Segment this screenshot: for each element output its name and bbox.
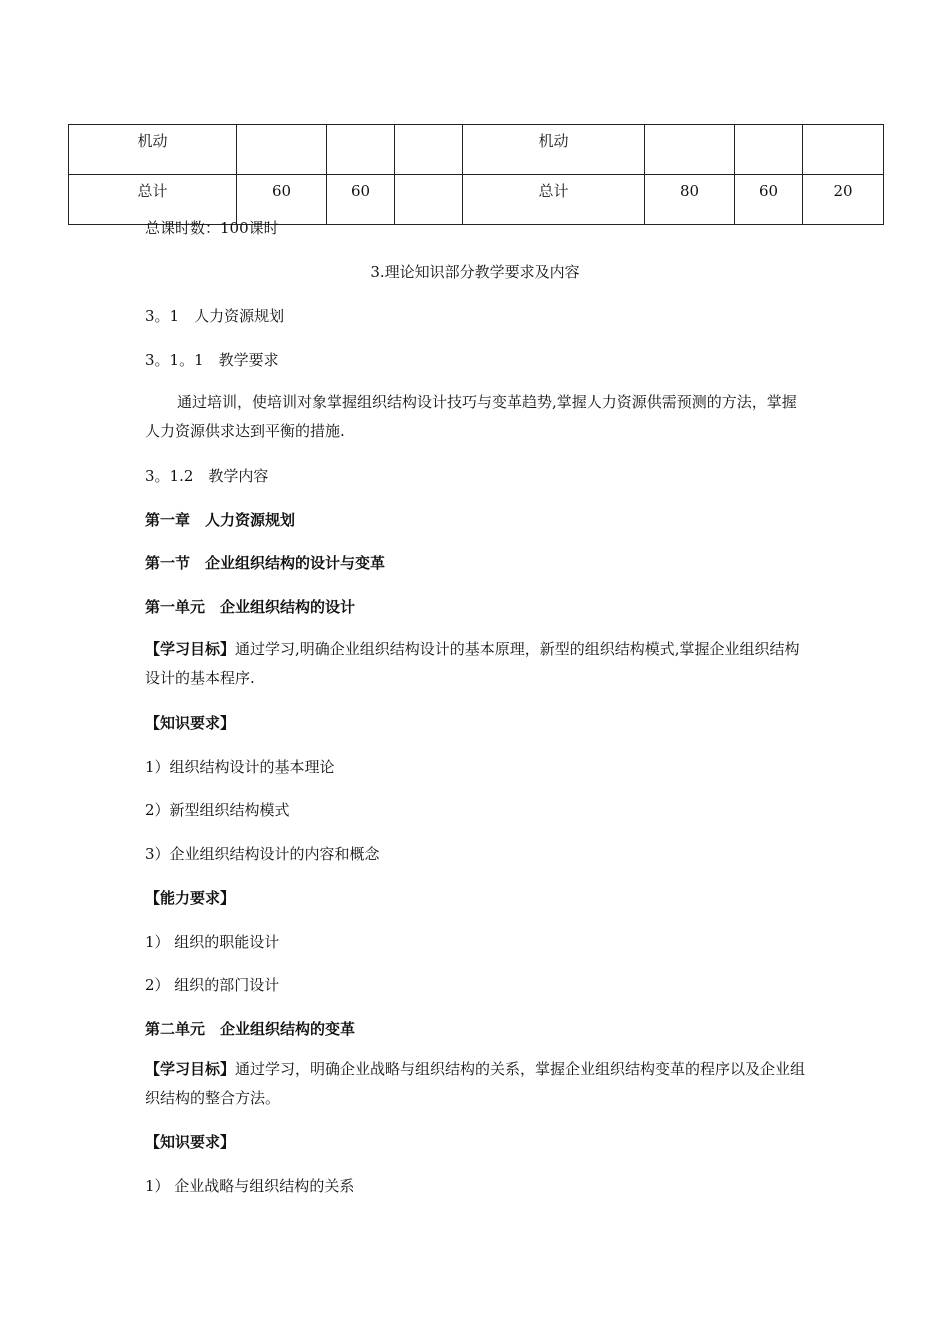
heading-3-1-2: 3。1.2 教学内容 <box>145 467 269 485</box>
table-cell: 60 <box>327 175 395 225</box>
heading-3-1-1: 3。1。1 教学要求 <box>145 351 279 369</box>
table-cell: 总计 <box>69 175 237 225</box>
unit-1-knowledge-label: 【知识要求】 <box>145 714 236 732</box>
table-cell <box>327 125 395 175</box>
unit-2-title: 第二单元 企业组织结构的变革 <box>145 1020 356 1038</box>
table-cell: 机动 <box>463 125 645 175</box>
table-cell <box>803 125 884 175</box>
section-1-title: 第一节 企业组织结构的设计与变革 <box>145 554 386 572</box>
table-cell: 20 <box>803 175 884 225</box>
chapter-1-title: 第一章 人力资源规划 <box>145 511 296 529</box>
table-cell <box>645 125 735 175</box>
goal-label: 【学习目标】 <box>145 640 236 658</box>
unit-2-goal <box>145 1055 810 1113</box>
table-row-total <box>69 175 884 225</box>
table-cell <box>395 175 463 225</box>
total-hours: 总课时数：100课时 <box>145 219 279 237</box>
table-cell <box>395 125 463 175</box>
table-cell <box>735 125 803 175</box>
list-item: 1） 组织的职能设计 <box>145 933 280 951</box>
goal-text: 通过学习，明确企业战略与组织结构的关系，掌握企业组织结构变革的程序以及企业组织结构的整合方法。 <box>145 1060 806 1107</box>
table-cell: 60 <box>735 175 803 225</box>
hours-table-wrap <box>68 124 883 225</box>
goal-text: 通过学习,明确企业组织结构设计的基本原理，新型的组织结构模式,掌握企业组织结构设计的基本程序. <box>145 640 800 687</box>
list-item: 3）企业组织结构设计的内容和概念 <box>145 845 380 863</box>
list-item: 1） 企业战略与组织结构的关系 <box>145 1177 355 1195</box>
unit-1-goal <box>145 635 810 693</box>
list-item: 1）组织结构设计的基本理论 <box>145 758 335 776</box>
heading-3-1: 3。1 人力资源规划 <box>145 307 285 325</box>
list-item: 2）新型组织结构模式 <box>145 801 290 819</box>
table-row-flexible <box>69 125 884 175</box>
unit-1-ability-label: 【能力要求】 <box>145 889 236 907</box>
hours-table <box>68 124 884 225</box>
table-cell <box>237 125 327 175</box>
table-cell: 80 <box>645 175 735 225</box>
unit-1-title: 第一单元 企业组织结构的设计 <box>145 598 356 616</box>
table-cell: 60 <box>237 175 327 225</box>
list-item: 2） 组织的部门设计 <box>145 976 280 994</box>
table-cell: 总计 <box>463 175 645 225</box>
goal-label: 【学习目标】 <box>145 1060 236 1078</box>
table-cell: 机动 <box>69 125 237 175</box>
teaching-requirements-paragraph: 通过培训，使培训对象掌握组织结构设计技巧与变革趋势,掌握人力资源供需预测的方法，掌握人力资源供求达到平衡的措施. <box>145 393 797 440</box>
unit-2-knowledge-label: 【知识要求】 <box>145 1133 236 1151</box>
section-title: 3.理论知识部分教学要求及内容 <box>370 263 580 281</box>
